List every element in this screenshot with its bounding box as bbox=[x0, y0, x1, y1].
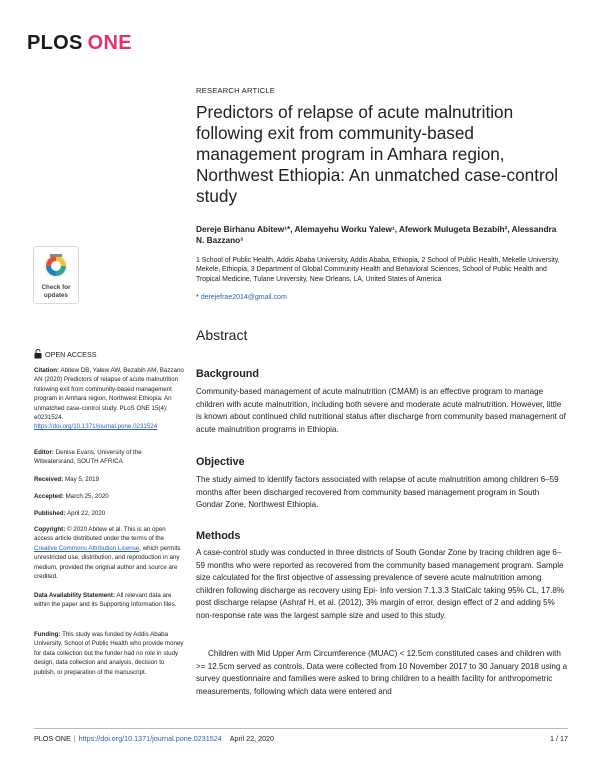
badge-text bbox=[33, 284, 79, 299]
email-link[interactable]: derejefrae2014@gmail.com bbox=[200, 294, 287, 301]
badge-line-2: updates bbox=[43, 291, 69, 299]
footer-left bbox=[34, 734, 550, 743]
journal-logo bbox=[27, 32, 132, 55]
data-availability-block bbox=[34, 591, 184, 610]
editor-label: Editor: bbox=[34, 449, 54, 456]
accepted-label: Accepted: bbox=[34, 493, 64, 500]
author-list[interactable]: Dereje Birhanu Abitew¹*, Alemayehu Worku Yalew¹, Afework Mulugeta Bezabih², Alessandra N. Bazzano³ bbox=[196, 224, 557, 245]
published-date: April 22, 2020 bbox=[67, 510, 106, 517]
received-date: May 5, 2019 bbox=[64, 476, 100, 483]
footer-separator: | bbox=[73, 734, 76, 743]
copyright-label: Copyright: bbox=[34, 526, 66, 533]
received-label: Received: bbox=[34, 476, 64, 483]
page-number: 1 / 17 bbox=[550, 734, 568, 743]
cc-license-link[interactable]: Creative Commons Attribution License bbox=[34, 544, 140, 552]
received-block bbox=[34, 475, 184, 484]
article-type: RESEARCH ARTICLE bbox=[196, 86, 276, 95]
affiliations: 1 School of Public Health, Addis Ababa University, Addis Ababa, Ethiopia, 2 School of Public Health, Mekelle University, Mekele, Ethiopia, 3 Department of Global Community Health and Behavioral Sciences, School of Public Health and Tropical Medicine, Tulane University, New Orleans, LA, United States of America bbox=[196, 257, 560, 283]
footer-date: April 22, 2020 bbox=[229, 734, 275, 743]
footer-doi-link[interactable]: https://doi.org/10.1371/journal.pone.0231524 bbox=[78, 734, 222, 743]
journal-name-one: ONE bbox=[87, 32, 132, 54]
objective-paragraph: The study aimed to identify factors associated with relapse of acute malnutrition among children 6–59 months after been discharged recovered from community based management program in South Gondar Zone, Northwest Ethiopia. bbox=[196, 475, 559, 510]
copyright-text-1: © 2020 Abitew et al. This is an open access article distributed under the terms of the bbox=[34, 526, 166, 543]
methods-paragraph-1: A case-control study was conducted in three districts of South Gondar Zone by tracing children age 6–59 months who were reported as recovered from the community based management program. Sample size calculated for the first objective of assessing prevalence of severe acute malnutrition among children following discharge as recovery using Epi- Info version 7.1.3.3 StatCalc taking 95% CL, 17.8% post discharge relapse (Ashraf H, et al. (2012), 3% margin of error, design effect of 2 and adding 5% non-response rate was the largest sample size and used to this study. bbox=[196, 548, 565, 620]
methods-heading: Methods bbox=[196, 530, 241, 542]
funding-label: Funding: bbox=[34, 631, 61, 638]
footer-journal: PLOS ONE bbox=[34, 734, 71, 743]
editor-block bbox=[34, 448, 184, 467]
copyright-text-2: , which permits unrestricted use, distribution, and reproduction in any medium, provided the original author and source are credited. bbox=[34, 544, 181, 581]
corresponding-email bbox=[196, 294, 287, 301]
citation-block bbox=[34, 366, 184, 432]
accepted-date: March 25, 2020 bbox=[65, 493, 109, 500]
methods-paragraph-2: Children with Mid Upper Arm Circumference (MUAC) < 12.5cm constituted cases and children with >= 12.5cm served as controls. Data were collected from 10 November 2017 to 30 January 2018 using a survey questionnaire and families were asked to bring children to a health facility for anthropometric measurements, following which data were entered and bbox=[196, 649, 568, 696]
citation-label: Citation: bbox=[34, 367, 60, 374]
footer-divider bbox=[34, 728, 568, 729]
citation-doi-link[interactable]: https://doi.org/10.1371/journal.pone.0231524 bbox=[34, 423, 158, 431]
badge-line-1: Check for bbox=[41, 284, 71, 291]
open-lock-icon bbox=[34, 349, 42, 359]
email-star: * bbox=[196, 294, 199, 301]
abstract-heading: Abstract bbox=[196, 327, 248, 343]
data-availability-text: All relevant data are within the paper and its Supporting Information files. bbox=[34, 592, 177, 609]
published-block bbox=[34, 509, 184, 518]
funding-block bbox=[34, 630, 184, 677]
data-availability-label: Data Availability Statement: bbox=[34, 592, 116, 599]
citation-text: Abitew DB, Yalew AW, Bezabih AM, Bazzano AN (2020) Predictors of relapse of acute malnutrition following exit from community-based management program in Amhara region, Northwest Ethiopia: An unmatched case-control study. PLoS ONE 15(4): e0231524. bbox=[34, 367, 184, 422]
background-heading: Background bbox=[196, 368, 259, 380]
editor-text: Denise Evans, University of the Witwatersrand, SOUTH AFRICA bbox=[34, 449, 142, 466]
article-title: Predictors of relapse of acute malnutrition following exit from community-based management program in Amhara region, Northwest Ethiopia: An unmatched case-control study bbox=[196, 102, 559, 206]
check-for-updates-badge[interactable] bbox=[33, 246, 79, 304]
page-footer bbox=[34, 734, 568, 743]
copyright-block bbox=[34, 525, 184, 581]
open-access-label bbox=[34, 349, 97, 359]
accepted-block bbox=[34, 492, 184, 501]
objective-heading: Objective bbox=[196, 456, 245, 468]
background-paragraph: Community-based management of acute malnutrition (CMAM) is an effective program to manage children with acute malnutrition, including both severe and moderate acute malnutrition. However, little is known about continued child nutritional status after discharge from community based management of acute malnutrition programs in Ethiopia. bbox=[196, 387, 566, 434]
journal-name-plos: PLOS bbox=[27, 32, 83, 54]
open-access-text: OPEN ACCESS bbox=[45, 349, 97, 359]
funding-text: This study was funded by Addis Ababa University, School of Public Health who provide money for data collection but the funder had no role in study design, data collection and analysis, decision to publish, or preparation of the manuscript. bbox=[34, 631, 184, 676]
published-label: Published: bbox=[34, 510, 66, 517]
